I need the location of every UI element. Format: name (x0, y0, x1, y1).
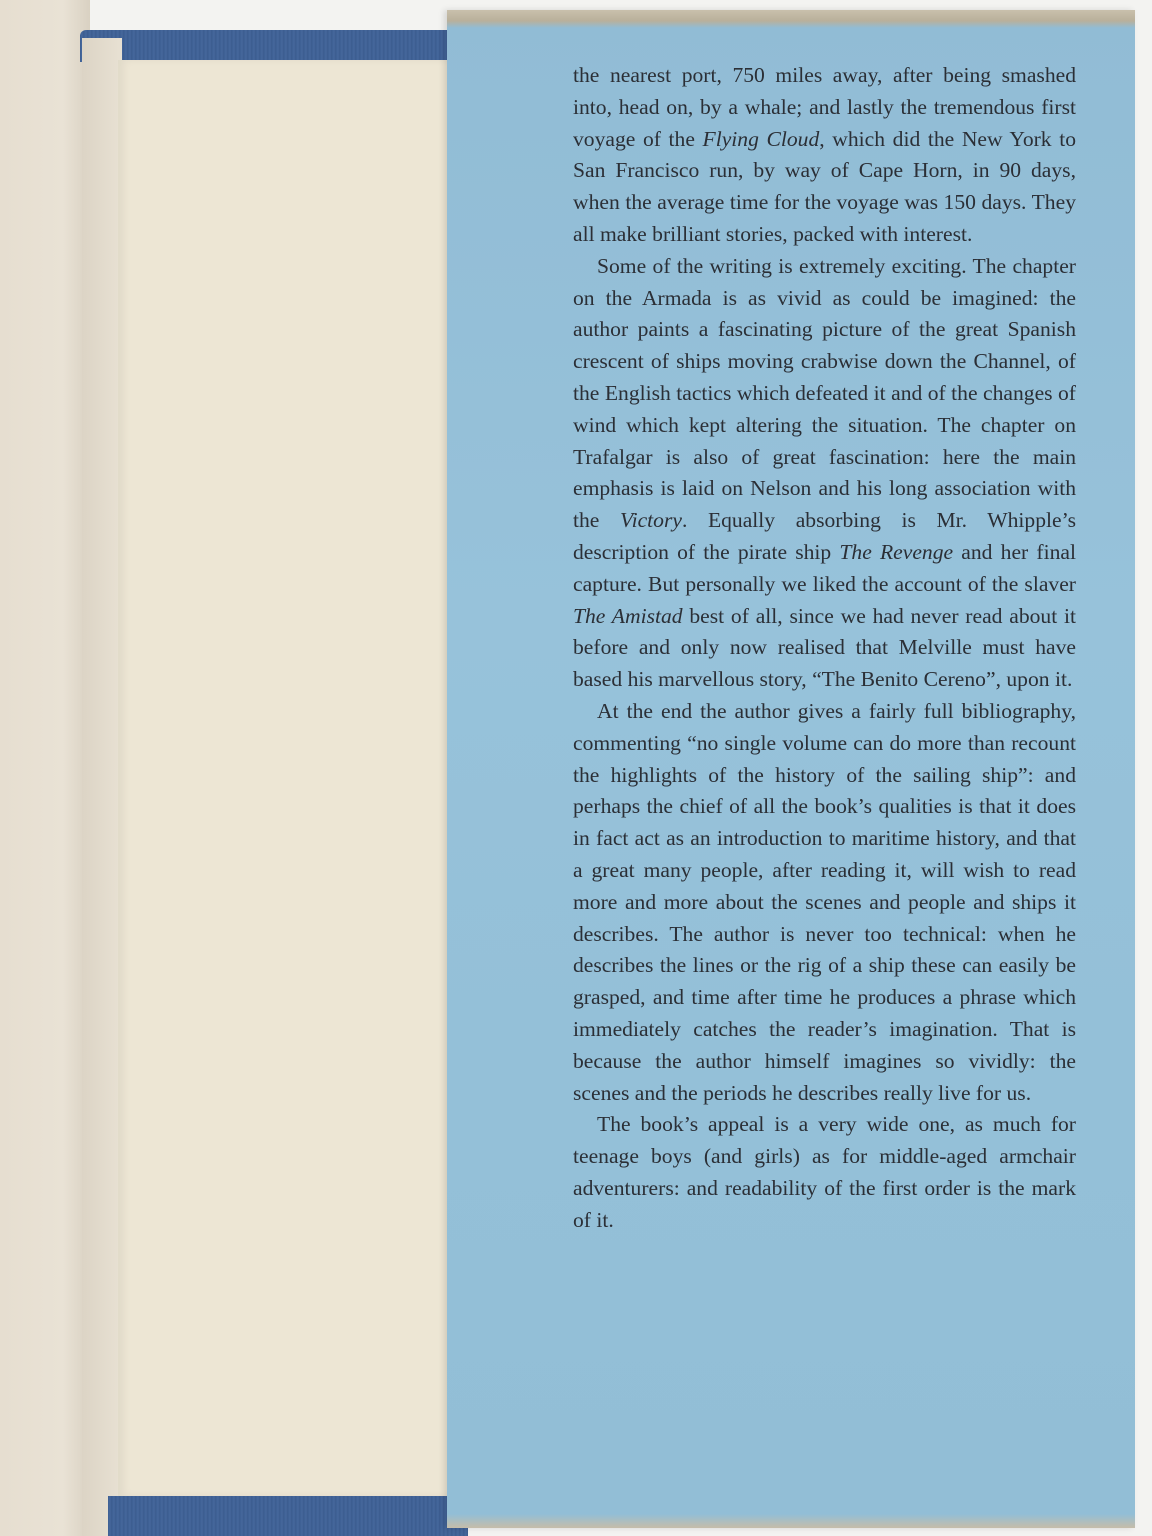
flap-paragraph (573, 60, 1076, 251)
flap-paragraph (573, 1109, 1076, 1236)
text-segment: At the end the author gives a fairly full bibliography, commenting “no single volume can do more than recount the highlights of the history of the sailing ship”: and perhaps the chief of all the book’s qualities is that it does in fact act as an introduction to maritime history, and that a great many people, after reading it, will wish to read more and more about the scenes and people and ships it describes. The author is never too technical: when he describes the lines or the rig of a ship these can easily be grasped, and time after time he produces a phrase which immediately catches the reader’s imagination. That is because the author himself imagines so vividly: the scenes and the periods he describes really live for us. (573, 698, 1076, 1105)
italic-title: The Revenge (839, 539, 954, 564)
text-segment: the nearest port, 750 miles away, after being smashed into, head on, by a whale; and lastly the tremendous first voyage of the (573, 63, 1076, 151)
cloth-binding-bottom (108, 1496, 468, 1536)
endpaper (118, 60, 458, 1496)
flap-paragraph (573, 696, 1076, 1109)
flap-paragraph (573, 251, 1076, 696)
front-board (0, 0, 90, 1536)
text-segment: The book’s appeal is a very wide one, as much for teenage boys (and girls) as for middle-aged armchair adventurers: and readability of the first order is the mark of it. (573, 1112, 1076, 1232)
dust-jacket-flap (447, 10, 1135, 1528)
board-hinge (82, 38, 122, 1536)
italic-title: The Amistad (573, 603, 683, 628)
text-segment: . Equally absorbing is Mr. Whipple’s description of the pirate ship (573, 508, 1077, 564)
flap-text (573, 60, 1076, 1236)
text-segment: and her final capture. But personally we liked the account of the slaver (573, 539, 1076, 596)
italic-title: Flying Cloud (702, 126, 820, 151)
text-segment: best of all, since we had never read about it before and only now realised that Melville must have based his marvellous story, “The Benito Cereno”, upon it. (573, 603, 1077, 692)
text-segment: Some of the writing is extremely exciting. The chapter on the Armada is as vivid as could be imagined: the author paints a fascinating picture of the great Spanish crescent of ships moving crabwise down the Channel, of the English tactics which defeated it and of the changes of wind which kept altering the situation. The chapter on Trafalgar is also of great fascination: here the main emphasis is laid on Nelson and his long association with the (573, 253, 1076, 533)
text-segment: , which did the New York to San Francisco run, by way of Cape Horn, in 90 days, when the average time for the voyage was 150 days. They all make brilliant stories, packed with interest. (573, 126, 1076, 246)
italic-title: Victory (619, 508, 682, 533)
cloth-binding-top (80, 30, 460, 62)
